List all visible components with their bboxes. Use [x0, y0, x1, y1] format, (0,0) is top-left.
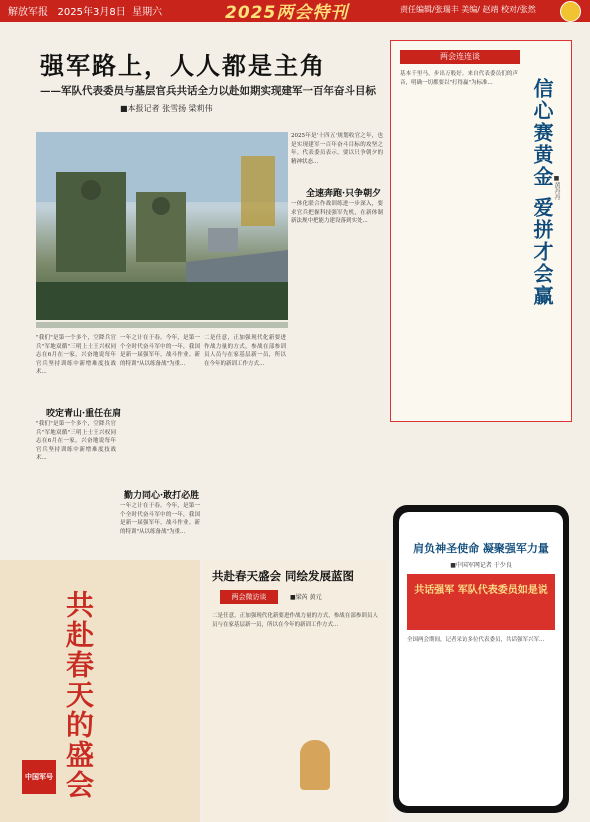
article-column-1a: "我们"是第一个多个，空降兵官兵"军地双循"三明上士王兴权同志在6月在一家，兴奋地说每年官兵坚持训练中新增难度技战术...: [36, 335, 116, 376]
article-column-2a: 一年之计在于春。今年，是第一个全时代奋斗军中的一年，我国是新一届强军年，战斗作业。新的特训"从以练备战"为重...: [120, 335, 200, 367]
main-headline: 强军路上，人人都是主角: [40, 51, 326, 80]
commentary-text: 基本千里马，步出万般好。来自代表委员们的声音，明确一切都要以"打得赢"为标准...: [400, 71, 518, 86]
brand-logo: 中国军号: [22, 760, 56, 794]
editor-credits: 责任编辑/张瑞丰 美编/ 赵靖 校对/张然: [400, 5, 536, 14]
interview-tag: 两会微访谈: [220, 590, 278, 604]
paper-name: [8, 3, 162, 18]
interview-title: 共赴春天盛会 同绘发展蓝图: [212, 569, 355, 583]
phone-article-text: 全国两会期间，记者采访多位代表委员，共话强军兴军...: [407, 637, 545, 643]
phone-byline: ■中国军网记者 于少良: [450, 562, 512, 569]
article-column-1b: "我们"是第一个多个，空降兵官兵"军地双循"三明上士王兴权同志在6月在一家，兴奋地说每年官兵坚持训练中新增难度技战术...: [36, 421, 116, 462]
interview-author: ■梁芮 黄元: [290, 594, 322, 601]
main-subheadline: ——军队代表委员与基层官兵共话全力以赴如期实现建军一百年奋斗目标: [40, 85, 376, 97]
photo-soldiers-ships: [36, 132, 288, 320]
article-column-2b: 一年之计在于春。今年，是第一个全时代奋斗军中的一年，我国是新一届强军年，战斗作业。新的特训"从以练备战"为重...: [120, 503, 200, 535]
article-column-top: 2025年是'十四五'规划收官之年，也是实现建军一百年奋斗目标的攻坚之年。代表委员表示，要以只争朝夕的精神状态...: [291, 133, 383, 165]
commentary-author: ■黄丹丹: [553, 175, 560, 200]
issue-weekday: 星期六: [132, 7, 163, 18]
section-heading-1: 全速奔跑·只争朝夕: [306, 189, 382, 199]
photo-caption-strip: [36, 322, 288, 328]
poster-vertical-text: 共赴春天的盛会: [62, 590, 95, 800]
article-column-3: 二是任意，正加强现代化新要进作战力量的方式，参战在部参训员人员与在家基层新一员，所以在今年的新训工作方式...: [204, 335, 286, 367]
special-section-title: 2025两会特刊: [225, 3, 349, 23]
emblem-icon: [560, 1, 581, 22]
article-column-right: 一体化联合作战训练进一步深入，要求官兵把握科技强军先机，在新体制新法规中把能力建设落到实处...: [291, 201, 383, 225]
commentary-tag: 两会连连谈: [400, 50, 520, 64]
cartoon-soldier-icon: [300, 740, 330, 790]
section-heading-2: 咬定青山·重任在肩: [46, 409, 122, 419]
phone-banner: 共话强军 军队代表委员如是说: [407, 574, 555, 630]
commentary-vertical-title: 信心赛黄金 爱拼才会赢: [530, 78, 554, 307]
interview-text: 二是任意，正加强现代化新要进作战力量的方式，参战在部参训员人员与在家基层新一员，所以在今年的新训工作方式...: [212, 613, 378, 628]
issue-date: 2025年3月8日: [57, 7, 126, 18]
main-byline: ■本报记者 张雪扬 梁莉伟: [120, 104, 213, 113]
news-photo-collage: [36, 132, 288, 320]
phone-headline: 肩负神圣使命 凝聚强军力量: [413, 542, 549, 555]
paper-title: 解放军报: [8, 7, 48, 18]
section-heading-3: 勤力同心·敢打必胜: [124, 491, 200, 501]
phone-screen: [399, 512, 563, 806]
